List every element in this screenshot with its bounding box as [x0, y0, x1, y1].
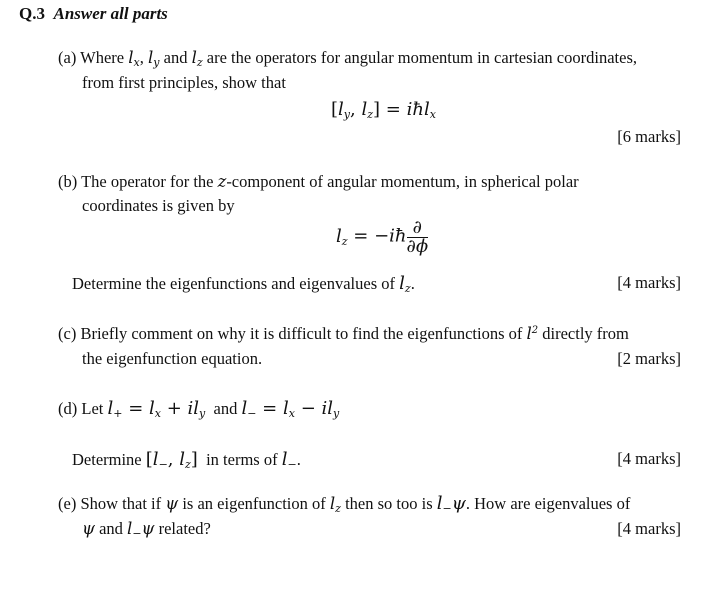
- part-d-line-1: (d) Let $l_+ = l_x + il_y$ and $l_- = l_x - il_y$: [58, 398, 340, 420]
- part-b-marks: [4 marks]: [617, 273, 681, 292]
- part-d-line-2: Determine [$l_-$, $l_z$] in terms of $l_-$.: [72, 449, 301, 471]
- part-a-label: (a): [58, 48, 77, 67]
- part-d-marks: [4 marks]: [617, 449, 681, 468]
- part-b-line-3: Determine the eigenfunctions and eigenvalues of $l_z$.: [72, 273, 415, 295]
- part-c-line-1: (c) Briefly comment on why it is difficult to find the eigenfunctions of $l^2$ directly from: [58, 324, 629, 343]
- part-c-label: (c): [58, 324, 77, 343]
- operator-ly: $l_y$: [148, 48, 160, 69]
- part-e-line-1: (e) Show that if ψ is an eigenfunction of $l_z$ then so too is $l_-\psi$. How are eigenvalues of: [58, 493, 631, 515]
- part-b-label: (b): [58, 172, 78, 191]
- part-b-line-1: (b) The operator for the z-component of angular momentum, in spherical polar: [58, 172, 579, 191]
- question-heading: [19, 4, 168, 24]
- question-number: Q.3: [19, 4, 45, 23]
- part-e-marks: [4 marks]: [617, 519, 681, 538]
- part-d-label: (d): [58, 399, 78, 418]
- operator-lz: $l_z$: [191, 48, 203, 69]
- part-a-marks: [6 marks]: [617, 127, 681, 146]
- equation-lz-operator: $l_z$ = −iħ $\frac{\partial}{\partial\phi}$: [336, 217, 429, 257]
- part-a-line-2: from first principles, show that: [82, 73, 286, 92]
- part-e-label: (e): [58, 494, 77, 513]
- part-c-marks: [2 marks]: [617, 349, 681, 368]
- operator-lx: $l_x$: [128, 48, 140, 69]
- part-e-line-2: ψ and $l_-\psi$ related?: [82, 519, 211, 540]
- part-c-line-2: the eigenfunction equation.: [82, 349, 263, 368]
- question-instruction: Answer all parts: [53, 4, 168, 23]
- part-a-line-1: (a) Where $l_x$, $l_y$ and $l_z$ are the operators for angular momentum in cartesian coordinates,: [58, 48, 637, 69]
- equation-commutator-ly-lz: [$l_y$, $l_z$] = iħl$_x$: [331, 99, 436, 121]
- part-b-line-2: coordinates is given by: [82, 196, 235, 215]
